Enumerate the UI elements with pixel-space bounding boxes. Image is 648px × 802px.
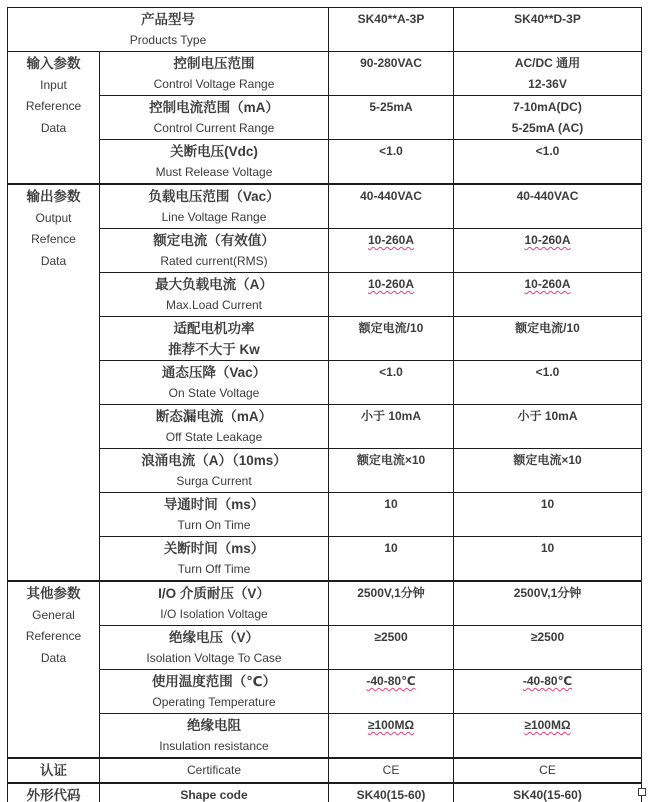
- value-a-cell: [329, 537, 454, 582]
- value-d-cell: [454, 581, 642, 626]
- model-d-cell: [454, 8, 642, 52]
- table-row-max-load-current: [8, 273, 642, 317]
- param-cell: [100, 317, 329, 361]
- value-d-line2: 5-25mA (AC): [511, 121, 584, 135]
- value-d: <1.0: [535, 144, 560, 158]
- param-cell: [100, 783, 329, 802]
- param-cell: [100, 229, 329, 273]
- value-a-cell: [329, 140, 454, 185]
- param-cell: [100, 184, 329, 229]
- category-input-en2: Reference: [25, 99, 82, 113]
- value-a: 额定电流/10: [358, 321, 424, 335]
- value-d: SK40(15-60): [513, 787, 582, 802]
- table-row-header: [8, 8, 642, 52]
- value-a: <1.0: [379, 144, 403, 158]
- value-a-cell: [329, 52, 454, 96]
- value-a-cell: [329, 229, 454, 273]
- value-d: ≥2500: [530, 630, 565, 644]
- value-d-cell: [454, 52, 642, 96]
- table-row-turn-on-time: [8, 493, 642, 537]
- param-cell: [100, 140, 329, 185]
- param-cell: [100, 581, 329, 626]
- param-cell: [100, 449, 329, 493]
- value-d-line2: 12-36V: [528, 77, 567, 91]
- value-a: ≥2500: [374, 630, 408, 644]
- table-row-shape-code: [8, 783, 642, 802]
- value-a: 10: [384, 541, 398, 555]
- table-row-off-state-leakage: [8, 405, 642, 449]
- value-d-cell: [454, 317, 642, 361]
- category-output-zh: 输出参数: [26, 189, 81, 204]
- category-input-en3: Data: [40, 120, 67, 135]
- category-shape-zh: 外形代码: [26, 787, 81, 802]
- category-input-cell: [8, 52, 100, 185]
- param-en: Shape code: [180, 787, 248, 802]
- value-a-cell: [329, 273, 454, 317]
- param-zh: 通态压降（Vac）: [161, 365, 267, 380]
- value-d-cell: [454, 626, 642, 670]
- param-en: Control Current Range: [153, 121, 275, 135]
- category-general-en1: General: [32, 607, 75, 622]
- param-zh: 控制电流范围（mA）: [149, 100, 279, 115]
- value-d-cell: [454, 783, 642, 802]
- value-a-cell: [329, 581, 454, 626]
- table-row-surge-current: [8, 449, 642, 493]
- param-cell: [100, 493, 329, 537]
- param-en: Isolation Voltage To Case: [146, 651, 282, 665]
- value-d: -40-80℃: [522, 674, 573, 688]
- value-d-cell: [454, 405, 642, 449]
- value-a: 90-280VAC: [360, 56, 422, 70]
- value-a: 5-25mA: [369, 100, 413, 114]
- param-zh: 浪涌电流（A）（10ms）: [141, 453, 287, 468]
- category-input-zh: 输入参数: [26, 56, 81, 71]
- param-zh: 断态漏电流（mA）: [155, 409, 273, 424]
- value-a-cell: [329, 184, 454, 229]
- param-zh: 控制电压范围: [173, 56, 255, 71]
- param-cell: [100, 537, 329, 582]
- param-zh: 最大负载电流（A）: [155, 277, 273, 292]
- value-a-cell: [329, 670, 454, 714]
- category-general-cell: [8, 581, 100, 758]
- value-a: 10-260A: [367, 233, 415, 247]
- param-zh: 负载电压范围（Vac）: [148, 189, 280, 204]
- param-cell: [100, 626, 329, 670]
- value-d-cell: [454, 449, 642, 493]
- category-input-en1: Input: [40, 77, 67, 92]
- value-d: 40-440VAC: [516, 189, 579, 203]
- param-zh: 绝缘电阻: [187, 718, 241, 733]
- table-row-line-voltage: [8, 184, 642, 229]
- param-en: Line Voltage Range: [161, 210, 267, 224]
- value-a: 40-440VAC: [360, 189, 422, 203]
- param-zh: 绝缘电压（V）: [168, 630, 259, 645]
- param-en: Turn Off Time: [177, 562, 251, 576]
- model-a-label: SK40**A-3P: [357, 12, 425, 26]
- value-d: 10-260A: [524, 233, 571, 247]
- value-a-cell: [329, 317, 454, 361]
- table-row-release-voltage: [8, 140, 642, 185]
- param-en: Certificate: [186, 763, 242, 777]
- param-en: I/O Isolation Voltage: [160, 607, 268, 621]
- value-a-cell: [329, 449, 454, 493]
- value-a-cell: [329, 783, 454, 802]
- value-a: SK40(15-60): [356, 787, 426, 802]
- value-d: 10: [540, 497, 555, 511]
- category-general-en3: Data: [40, 650, 67, 665]
- param-en: Must Release Voltage: [155, 165, 273, 179]
- param-en: Control Voltage Range: [153, 77, 275, 91]
- value-a-cell: [329, 626, 454, 670]
- value-d: 额定电流×10: [513, 453, 582, 467]
- value-d-cell: [454, 273, 642, 317]
- products-type-label-zh: 产品型号: [141, 12, 195, 27]
- model-a-cell: [329, 8, 454, 52]
- category-cert-zh: 认证: [40, 763, 67, 778]
- value-d-cell: [454, 537, 642, 582]
- model-d-label: SK40**D-3P: [514, 12, 581, 26]
- value-a-cell: [329, 405, 454, 449]
- param-zh: 导通时间（ms）: [163, 497, 265, 512]
- value-d-cell: [454, 714, 642, 759]
- value-d-line1: AC/DC 通用: [514, 56, 581, 70]
- param-zh: 额定电流（有效值）: [153, 233, 275, 248]
- category-output-cell: [8, 184, 100, 581]
- param-zh: 适配电机功率: [173, 321, 255, 336]
- spec-table: [7, 7, 642, 802]
- value-a: 10-260A: [367, 277, 415, 291]
- table-row-isolation-voltage: [8, 626, 642, 670]
- value-a: 额定电流×10: [356, 453, 426, 467]
- param-zh: 关断时间（ms）: [163, 541, 265, 556]
- param-zh: 关断电压(Vdc): [170, 144, 258, 159]
- category-shape-cell: [8, 783, 100, 802]
- param-cell: [100, 52, 329, 96]
- table-resize-handle[interactable]: [638, 788, 646, 796]
- table-row-insulation-resistance: [8, 714, 642, 759]
- param-cell: [100, 96, 329, 140]
- param-cell: [100, 758, 329, 783]
- param-zh-line2: 推荐不大于 Kw: [168, 342, 260, 357]
- table-row-operating-temperature: [8, 670, 642, 714]
- value-a-cell: [329, 758, 454, 783]
- param-cell: [100, 714, 329, 759]
- value-d: <1.0: [535, 365, 560, 379]
- products-type-cell: [8, 8, 329, 52]
- value-a-cell: [329, 714, 454, 759]
- value-d: 小于 10mA: [517, 409, 578, 423]
- value-d: 10: [540, 541, 555, 555]
- category-general-en2: Reference: [25, 629, 82, 643]
- value-a: ≥100MΩ: [367, 718, 415, 732]
- value-d-line1: 7-10mA(DC): [513, 100, 582, 114]
- param-en: Rated current(RMS): [160, 254, 268, 268]
- table-row-rated-current: [8, 229, 642, 273]
- param-cell: [100, 405, 329, 449]
- value-a-cell: [329, 96, 454, 140]
- param-cell: [100, 361, 329, 405]
- table-row-on-state-voltage: [8, 361, 642, 405]
- table-row-control-current: [8, 96, 642, 140]
- value-d: CE: [539, 763, 556, 777]
- category-output-en3: Data: [40, 253, 67, 268]
- value-d: 2500V,1分钟: [513, 586, 582, 600]
- value-a-cell: [329, 493, 454, 537]
- table-row-io-isolation: [8, 581, 642, 626]
- param-en: Off State Leakage: [165, 430, 263, 444]
- value-d: 10-260A: [524, 277, 571, 291]
- category-output-en2: Refence: [31, 232, 76, 246]
- param-zh: I/O 介质耐压（V）: [158, 586, 270, 601]
- table-row-control-voltage: [8, 52, 642, 96]
- param-en: Turn On Time: [177, 518, 251, 532]
- param-en: On State Voltage: [168, 386, 260, 400]
- value-d-cell: [454, 229, 642, 273]
- value-a: -40-80℃: [366, 674, 416, 688]
- param-en: Insulation resistance: [159, 739, 269, 753]
- value-d-cell: [454, 670, 642, 714]
- category-general-zh: 其他参数: [26, 586, 81, 601]
- param-en: Surga Current: [176, 474, 252, 488]
- value-a: <1.0: [379, 365, 403, 379]
- table-row-motor-power: [8, 317, 642, 361]
- value-a-cell: [329, 361, 454, 405]
- value-d-cell: [454, 184, 642, 229]
- param-en: Max.Load Current: [165, 298, 263, 312]
- param-cell: [100, 273, 329, 317]
- value-a: 10: [384, 497, 398, 511]
- value-a: 小于 10mA: [360, 409, 422, 423]
- value-d-cell: [454, 96, 642, 140]
- table-row-turn-off-time: [8, 537, 642, 582]
- param-en: Operating Temperature: [152, 695, 276, 709]
- value-a: 2500V,1分钟: [357, 586, 425, 600]
- value-d: ≥100MΩ: [524, 718, 571, 732]
- param-cell: [100, 670, 329, 714]
- table-row-certificate: [8, 758, 642, 783]
- value-d-cell: [454, 758, 642, 783]
- products-type-label-en: Products Type: [129, 33, 207, 47]
- category-output-en1: Output: [35, 210, 72, 225]
- value-a: CE: [382, 763, 400, 777]
- param-zh: 使用温度范围（℃）: [151, 674, 277, 689]
- value-d-cell: [454, 140, 642, 185]
- value-d-cell: [454, 361, 642, 405]
- category-cert-cell: [8, 758, 100, 783]
- value-d: 额定电流/10: [515, 321, 580, 335]
- value-d-cell: [454, 493, 642, 537]
